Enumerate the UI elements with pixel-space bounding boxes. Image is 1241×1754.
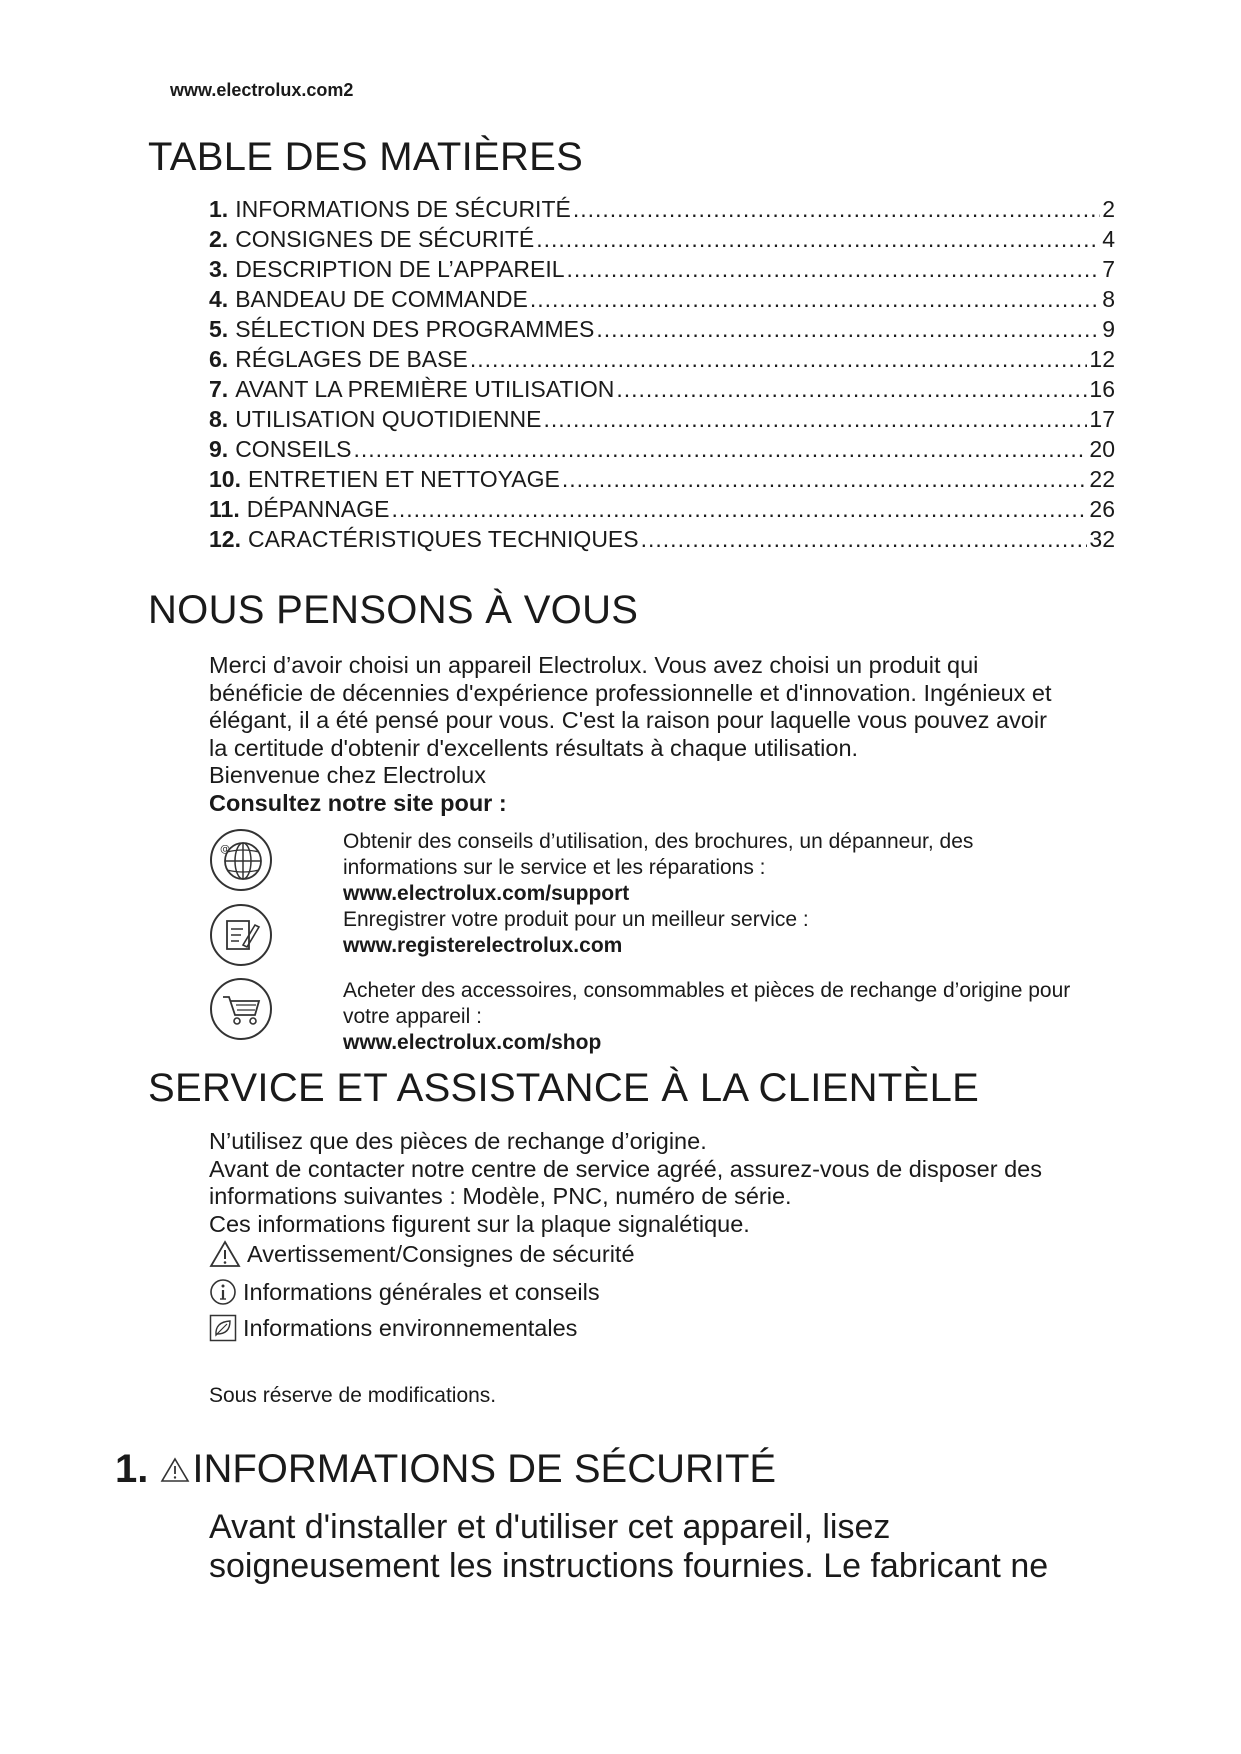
toc-num: 7. — [209, 376, 229, 402]
section1-heading: INFORMATIONS DE SÉCURITÉ — [192, 1447, 777, 1491]
toc-num: 4. — [209, 286, 229, 312]
section1-intro — [209, 1508, 1129, 1586]
service-line: Ces informations figurent sur la plaque signalétique. — [209, 1210, 750, 1237]
toc-num: 2. — [209, 226, 229, 252]
toc-page: 2 — [1102, 196, 1115, 222]
toc-label: BANDEAU DE COMMANDE — [235, 286, 528, 312]
toc-num: 10. — [209, 466, 241, 492]
toc-label: RÉGLAGES DE BASE — [235, 346, 468, 372]
service-line: N’utilisez que des pièces de rechange d’origine. — [209, 1128, 707, 1154]
section1-line: Avant d'installer et d'utiliser cet appareil, lisez — [209, 1508, 891, 1546]
globe-icon — [209, 828, 273, 897]
shopping-cart-icon — [209, 977, 273, 1046]
shop-line: votre appareil : — [343, 1005, 482, 1028]
toc-dots — [596, 316, 1100, 343]
intro-line: élégant, il a été pensé pour vous. C'est la raison pour laquelle vous pouvez avoir — [209, 707, 1047, 733]
toc-entry[interactable] — [209, 526, 1115, 556]
section1-line: soigneusement les instructions fournies. Le fabricant ne — [209, 1547, 1049, 1585]
toc-entry[interactable] — [209, 376, 1115, 406]
service-title: SERVICE ET ASSISTANCE À LA CLIENTÈLE — [148, 1066, 980, 1110]
toc-dots — [573, 196, 1100, 223]
toc-entry[interactable] — [209, 406, 1115, 436]
toc-entry[interactable] — [209, 226, 1115, 256]
toc-dots — [391, 496, 1087, 523]
register-document-icon — [209, 903, 273, 972]
toc-entry[interactable] — [209, 436, 1115, 466]
header-url: www.electrolux.com2 — [170, 80, 354, 100]
warning-triangle-icon — [209, 1240, 241, 1268]
toc-title: TABLE DES MATIÈRES — [148, 135, 584, 179]
toc-dots — [470, 346, 1088, 373]
svg-text:@: @ — [220, 844, 230, 855]
toc-dots — [543, 406, 1087, 433]
service-line: Avant de contacter notre centre de service agréé, assurez-vous de disposer des — [209, 1155, 1042, 1182]
toc-dots — [562, 466, 1088, 493]
support-text — [343, 829, 1123, 959]
toc-page: 32 — [1089, 526, 1115, 552]
toc-label: DESCRIPTION DE L’APPAREIL — [235, 256, 565, 282]
toc-dots — [616, 376, 1087, 403]
toc-page: 7 — [1102, 256, 1115, 282]
info-label: Informations générales et conseils — [243, 1278, 600, 1305]
toc-entry[interactable] — [209, 256, 1115, 286]
toc-entry[interactable] — [209, 196, 1115, 226]
toc-num: 8. — [209, 406, 229, 432]
toc-page: 20 — [1089, 436, 1115, 462]
toc-num: 1. — [209, 196, 229, 222]
shop-text — [343, 978, 1123, 1056]
toc-num: 12. — [209, 526, 241, 552]
warning-legend — [209, 1240, 635, 1268]
environment-legend — [209, 1314, 577, 1342]
toc-entry[interactable] — [209, 286, 1115, 316]
support-url-link[interactable]: www.electrolux.com/support — [343, 882, 630, 905]
toc-label: SÉLECTION DES PROGRAMMES — [235, 316, 595, 342]
toc-num: 9. — [209, 436, 229, 462]
toc-dots — [530, 286, 1100, 313]
toc-num: 5. — [209, 316, 229, 342]
service-line: informations suivantes : Modèle, PNC, numéro de série. — [209, 1183, 792, 1209]
toc-entry[interactable] — [209, 346, 1115, 376]
info-legend — [209, 1278, 600, 1306]
warning-label: Avertissement/Consignes de sécurité — [247, 1240, 635, 1267]
intro-line: bénéficie de décennies d'expérience professionnelle et d'innovation. Ingénieux et — [209, 679, 1052, 706]
register-line: Enregistrer votre produit pour un meilleur service : — [343, 908, 809, 931]
toc-label: CARACTÉRISTIQUES TECHNIQUES — [247, 526, 639, 552]
table-of-contents — [209, 196, 1115, 556]
support-line: informations sur le service et les réparations : — [343, 856, 766, 879]
shop-line: Acheter des accessoires, consommables et pièces de rechange d’origine pour — [343, 979, 1071, 1002]
toc-page: 22 — [1089, 466, 1115, 492]
toc-dots — [567, 256, 1101, 283]
consult-text: Consultez notre site pour : — [209, 789, 507, 816]
toc-entry[interactable] — [209, 496, 1115, 526]
toc-num: 6. — [209, 346, 229, 372]
section1-title — [115, 1447, 776, 1492]
register-url-link[interactable]: www.registerelectrolux.com — [343, 934, 623, 957]
toc-page: 9 — [1102, 316, 1115, 342]
toc-entry[interactable] — [209, 466, 1115, 496]
toc-label: CONSEILS — [235, 436, 352, 462]
leaf-icon — [209, 1314, 237, 1342]
toc-dots — [354, 436, 1088, 463]
warning-triangle-icon — [160, 1457, 190, 1483]
intro-line: Merci d’avoir choisi un appareil Electrolux. Vous avez choisi un produit qui — [209, 652, 979, 678]
info-icon — [209, 1278, 237, 1306]
service-paragraph — [209, 1128, 1119, 1238]
toc-page: 16 — [1089, 376, 1115, 402]
toc-label: ENTRETIEN ET NETTOYAGE — [247, 466, 560, 492]
toc-label: INFORMATIONS DE SÉCURITÉ — [235, 196, 571, 222]
toc-entry[interactable] — [209, 316, 1115, 346]
intro-line: la certitude d'obtenir d'excellents résultats à chaque utilisation. — [209, 734, 859, 761]
toc-dots — [641, 526, 1088, 553]
section1-number: 1. — [115, 1447, 149, 1491]
welcome-text: Bienvenue chez Electrolux — [209, 762, 486, 788]
notice-text: Sous réserve de modifications. — [209, 1384, 497, 1407]
shop-url-link[interactable]: www.electrolux.com/shop — [343, 1031, 602, 1054]
toc-label: DÉPANNAGE — [246, 496, 390, 522]
toc-dots — [536, 226, 1100, 253]
toc-page: 12 — [1089, 346, 1115, 372]
environment-label: Informations environnementales — [243, 1314, 578, 1341]
toc-label: CONSIGNES DE SÉCURITÉ — [235, 226, 535, 252]
toc-num: 3. — [209, 256, 229, 282]
toc-page: 26 — [1089, 496, 1115, 522]
intro-paragraph — [209, 652, 1119, 817]
toc-page: 8 — [1102, 286, 1115, 312]
toc-num: 11. — [209, 496, 240, 522]
support-line: Obtenir des conseils d’utilisation, des brochures, un dépanneur, des — [343, 830, 974, 853]
toc-page: 17 — [1089, 406, 1115, 432]
toc-label: UTILISATION QUOTIDIENNE — [235, 406, 542, 432]
toc-label: AVANT LA PREMIÈRE UTILISATION — [235, 376, 615, 402]
toc-page: 4 — [1102, 226, 1115, 252]
thinking-title: NOUS PENSONS À VOUS — [148, 588, 639, 632]
